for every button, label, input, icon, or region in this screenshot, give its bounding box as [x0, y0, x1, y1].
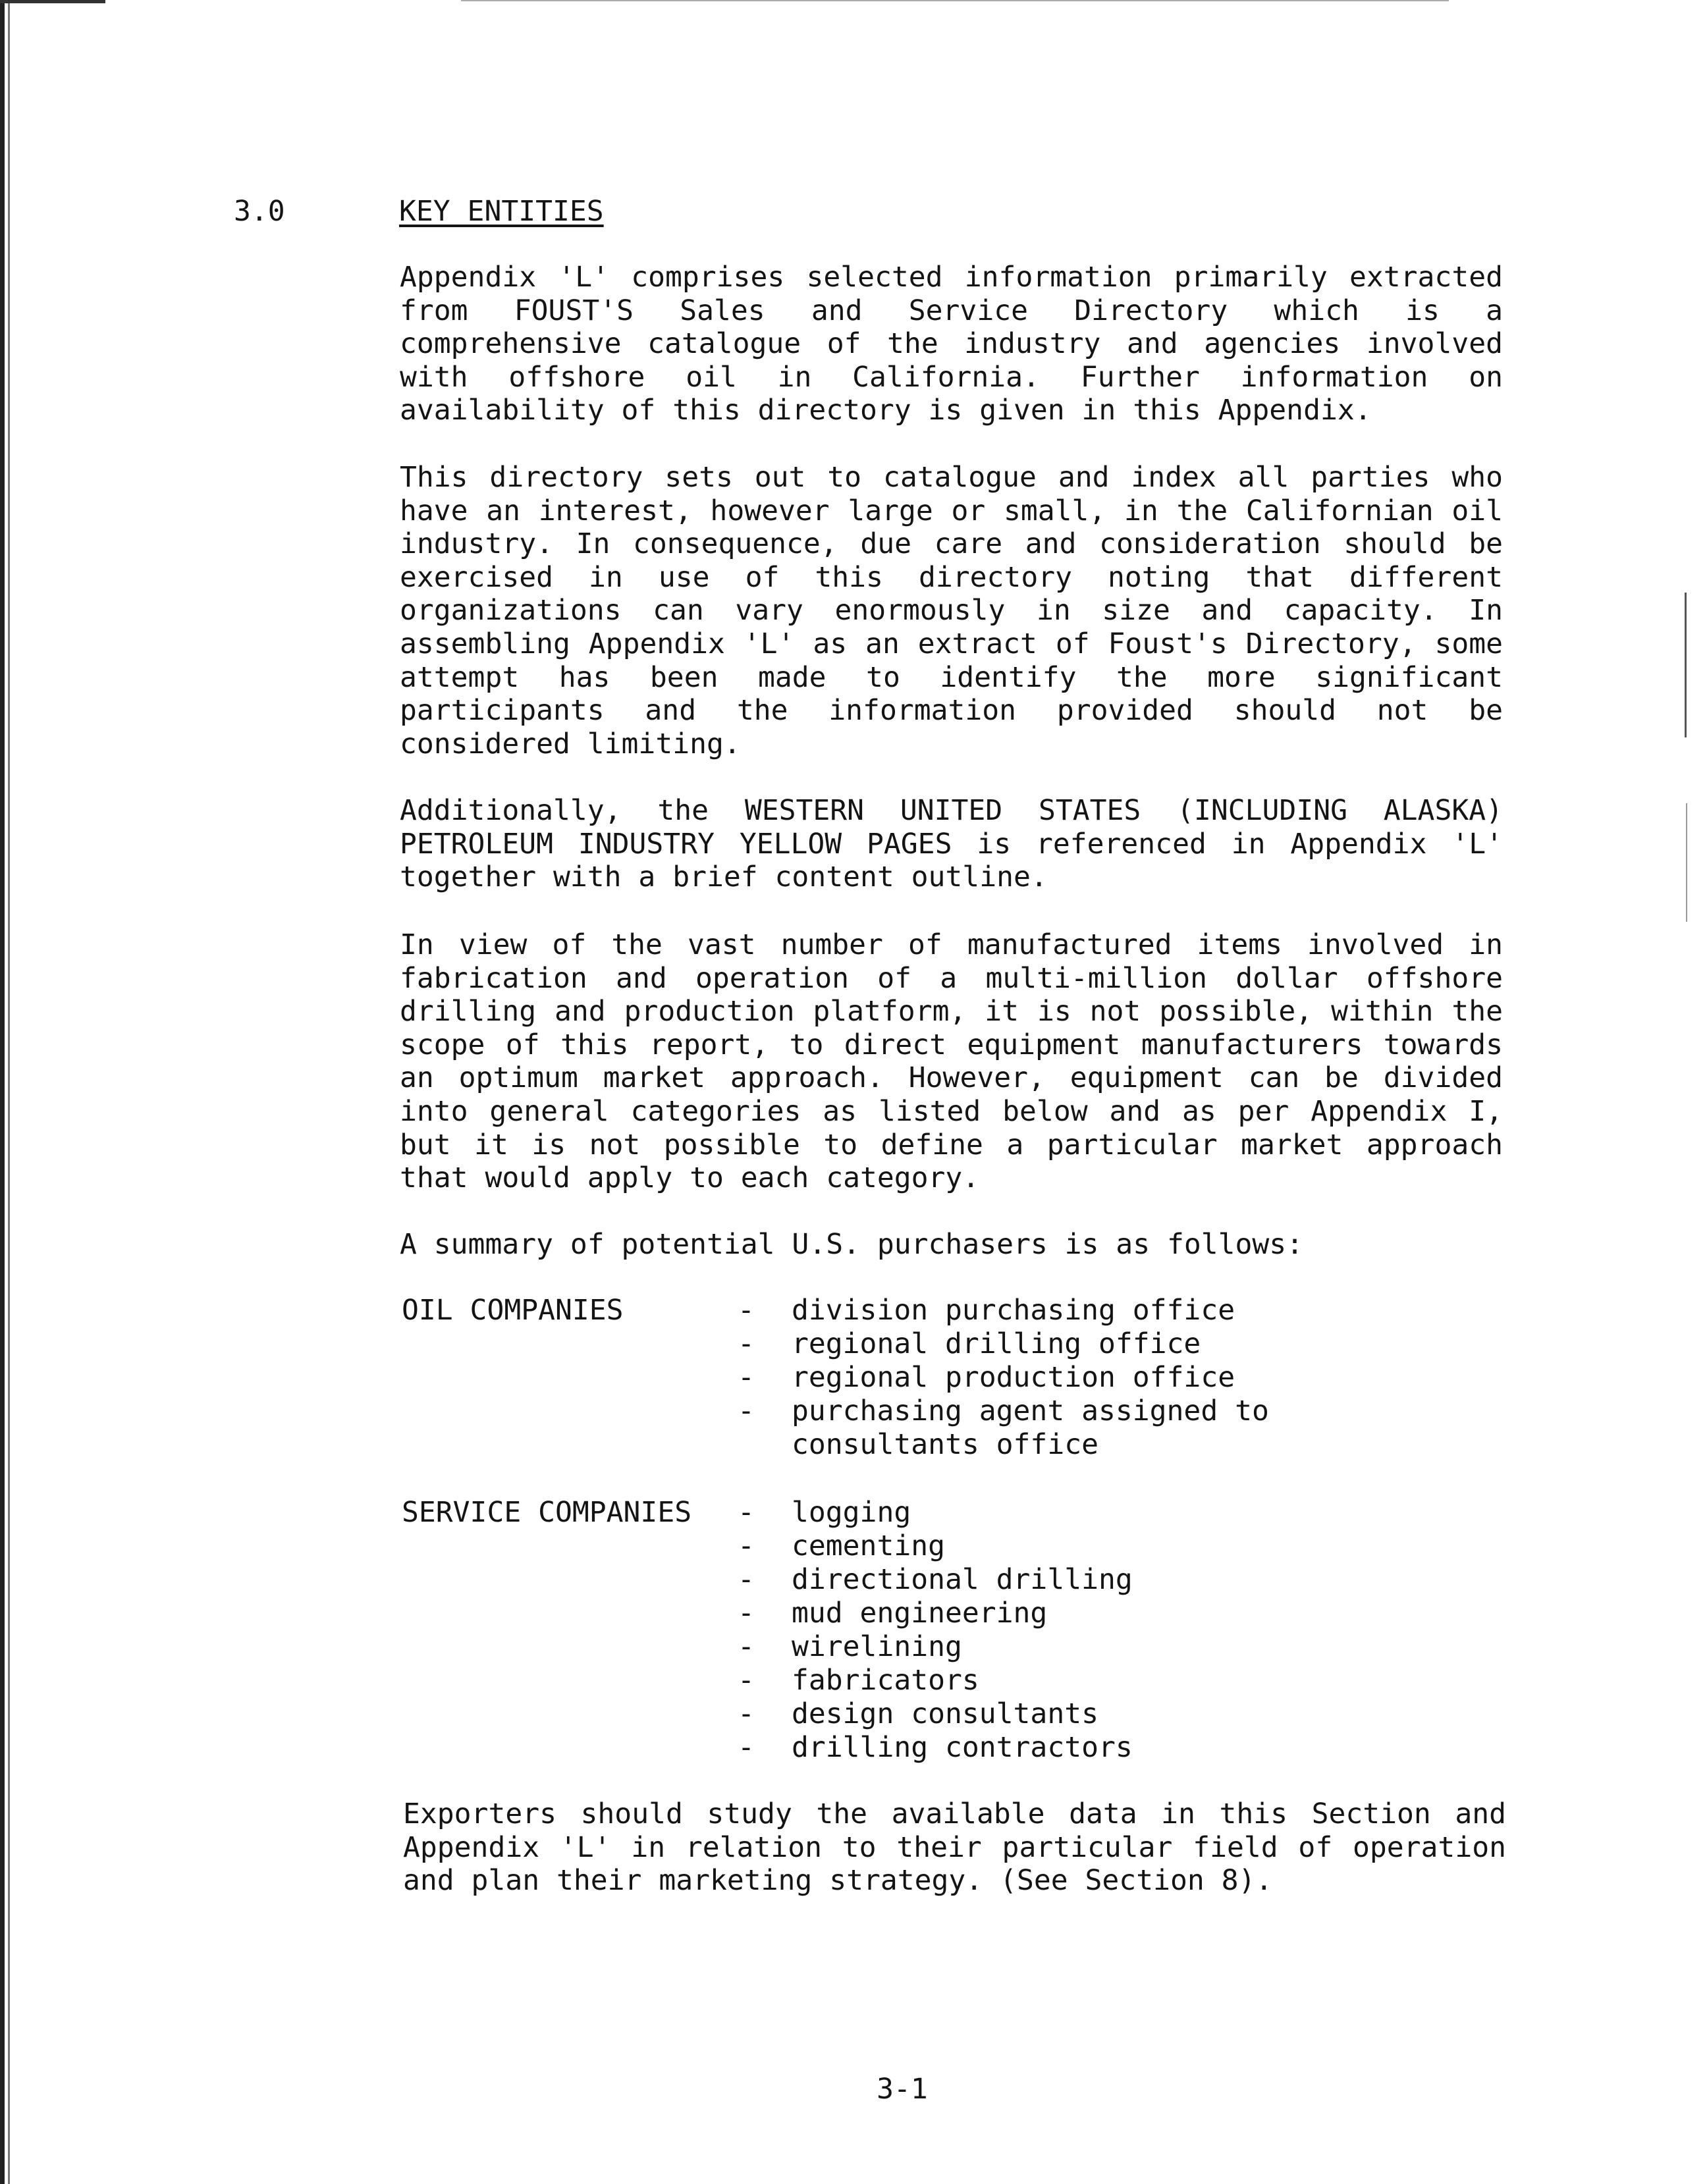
section-number: 3.0	[234, 195, 285, 228]
list-item	[738, 1327, 1330, 1361]
list-item-text: directional drilling	[792, 1563, 1133, 1596]
paragraph-summary-intro: A summary of potential U.S. purchasers is as follows:	[400, 1228, 1304, 1261]
list-dash: -	[738, 1496, 755, 1529]
paragraph-directory: This directory sets out to catalogue and index all parties who have an interest, however large or small, in the Californian oil industry. In consequence, due care and consideration should be exercised in use of this directory noting that different organizations can vary enormously in size and capacity. In assembling Appendix 'L' as an extract of Foust's Directory, some attempt has been made to identify the more significant participants and the information provided should not be considered limiting.	[400, 461, 1503, 760]
list-item	[738, 1630, 1330, 1664]
list-dash: -	[738, 1563, 755, 1596]
list-dash: -	[738, 1731, 755, 1764]
list-dash: -	[738, 1630, 755, 1663]
list-item-text: regional production office	[792, 1361, 1235, 1394]
list-item-text: regional drilling office	[792, 1327, 1201, 1360]
list-item-text: mud engineering	[792, 1597, 1048, 1630]
list-item	[738, 1597, 1330, 1630]
list-item	[738, 1563, 1330, 1597]
paragraph-yellow-pages: Additionally, the WESTERN UNITED STATES (INCLUDING ALASKA) PETROLEUM INDUSTRY YELLOW PAGES is referenced in Appendix 'L' together with a brief content outline.	[400, 794, 1503, 894]
paragraph-closing: Exporters should study the available data in this Section and Appendix 'L' in relation to their particular field of operation and plan their marketing strategy. (See Section 8).	[403, 1798, 1506, 1898]
group-label: SERVICE COMPANIES	[402, 1496, 692, 1529]
list-item-text: purchasing agent assigned to consultants office	[792, 1395, 1269, 1461]
list-item	[738, 1697, 1330, 1731]
list-dash: -	[738, 1597, 755, 1630]
list-dash: -	[738, 1395, 755, 1427]
group-label: OIL COMPANIES	[402, 1294, 624, 1327]
list-dash: -	[738, 1530, 755, 1562]
list-dash: -	[738, 1664, 755, 1697]
list-item-text: logging	[792, 1496, 911, 1529]
list-item-text: wirelining	[792, 1630, 962, 1663]
list-item	[738, 1294, 1330, 1327]
page-number: 3-1	[877, 2073, 928, 2106]
list-item-text: cementing	[792, 1530, 945, 1562]
list-dash: -	[738, 1294, 755, 1327]
list-item	[738, 1664, 1330, 1697]
list-dash: -	[738, 1697, 755, 1730]
list-item	[738, 1395, 1330, 1462]
list-item	[738, 1496, 1330, 1530]
scan-mark-right-faint	[1686, 803, 1687, 922]
list-item-text: drilling contractors	[792, 1731, 1133, 1764]
group-item-list	[738, 1496, 1330, 1765]
list-item-text: design consultants	[792, 1697, 1098, 1730]
list-dash: -	[738, 1361, 755, 1394]
scan-border-left	[0, 0, 5, 2184]
list-item-text: division purchasing office	[792, 1294, 1235, 1327]
scan-border-left-inner	[8, 0, 10, 2184]
list-item	[738, 1361, 1330, 1395]
paragraph-appendix-l: Appendix 'L' comprises selected information primarily extracted from FOUST'S Sales and Service Directory which is a comprehensive catalogue of the industry and agencies involved with offshore oil in California. Further information on availability of this directory is given in this Appendix.	[400, 261, 1503, 427]
list-item-text: fabricators	[792, 1664, 979, 1697]
paragraph-equipment: In view of the vast number of manufactured items involved in fabrication and operation of a multi-million dollar offshore drilling and production platform, it is not possible, within the scope of this report, to direct equipment manufacturers towards an optimum market approach. However, equipment can be divided into general categories as listed below and as per Appendix I, but it is not possible to define a particular market approach that would apply to each category.	[400, 928, 1503, 1195]
scan-border-top-faint	[461, 0, 1449, 1]
group-item-list	[738, 1294, 1330, 1462]
list-item	[738, 1530, 1330, 1563]
scan-border-top	[0, 0, 105, 3]
list-item	[738, 1731, 1330, 1765]
section-title: KEY ENTITIES	[399, 195, 604, 228]
list-dash: -	[738, 1327, 755, 1360]
scan-mark-right	[1685, 593, 1687, 737]
